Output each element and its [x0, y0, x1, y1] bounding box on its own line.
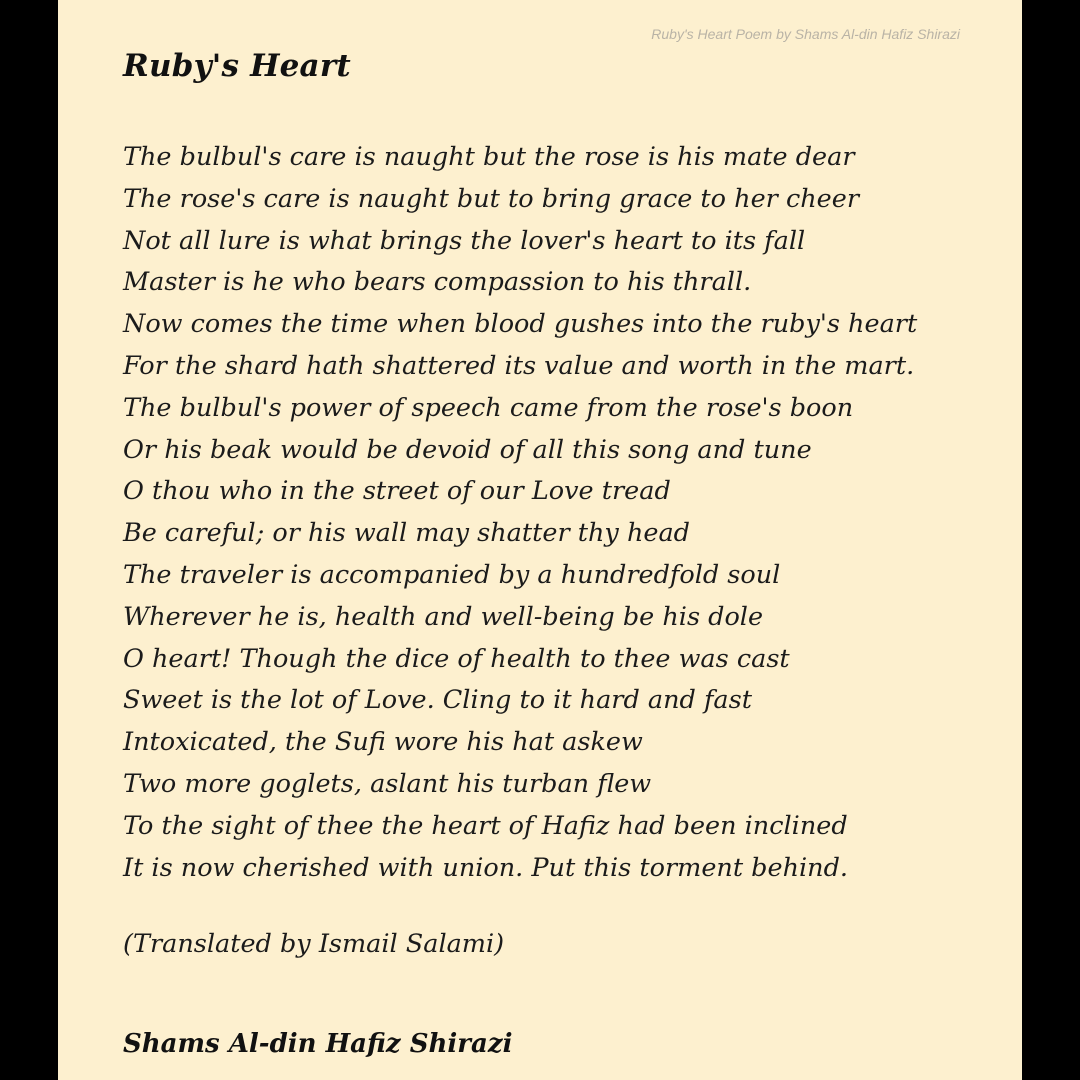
- poem-line: Sweet is the lot of Love. Cling to it hard and fast: [123, 685, 752, 716]
- poem-line: The traveler is accompanied by a hundredfold soul: [123, 559, 781, 590]
- poem-line: To the sight of thee the heart of Hafiz had been inclined: [123, 810, 848, 841]
- watermark-text: Ruby's Heart Poem by Shams Al-din Hafiz Shirazi: [651, 26, 960, 42]
- poem-line: Two more goglets, aslant his turban flew: [123, 768, 652, 799]
- poem-line: Or his beak would be devoid of all this song and tune: [123, 434, 812, 465]
- poem-line: Now comes the time when blood gushes into the ruby's heart: [123, 309, 918, 340]
- poem-line: Master is he who bears compassion to his thrall.: [123, 267, 752, 298]
- poem-line: The rose's care is naught but to bring grace to her cheer: [123, 183, 860, 214]
- poem-line: The bulbul's power of speech came from the rose's boon: [123, 392, 854, 423]
- poem-line: O thou who in the street of our Love tread: [123, 476, 671, 507]
- poem-title: Ruby's Heart: [123, 48, 351, 84]
- poem-line: Be careful; or his wall may shatter thy head: [123, 518, 690, 549]
- translator-credit: (Translated by Ismail Salami): [123, 929, 505, 959]
- poem-line: For the shard hath shattered its value and worth in the mart.: [123, 350, 915, 381]
- poem-line: Not all lure is what brings the lover's heart to its fall: [123, 225, 806, 256]
- poem-author: Shams Al-din Hafiz Shirazi: [123, 1029, 513, 1059]
- poem-body: [123, 137, 917, 889]
- poem-line: O heart! Though the dice of health to thee was cast: [123, 643, 790, 674]
- poem-line: Intoxicated, the Sufi wore his hat askew: [123, 727, 643, 758]
- poem-page: [58, 0, 1022, 1080]
- poem-line: It is now cherished with union. Put this torment behind.: [123, 852, 849, 883]
- poem-line: The bulbul's care is naught but the rose is his mate dear: [123, 142, 855, 172]
- poem-line: Wherever he is, health and well-being be his dole: [123, 601, 764, 632]
